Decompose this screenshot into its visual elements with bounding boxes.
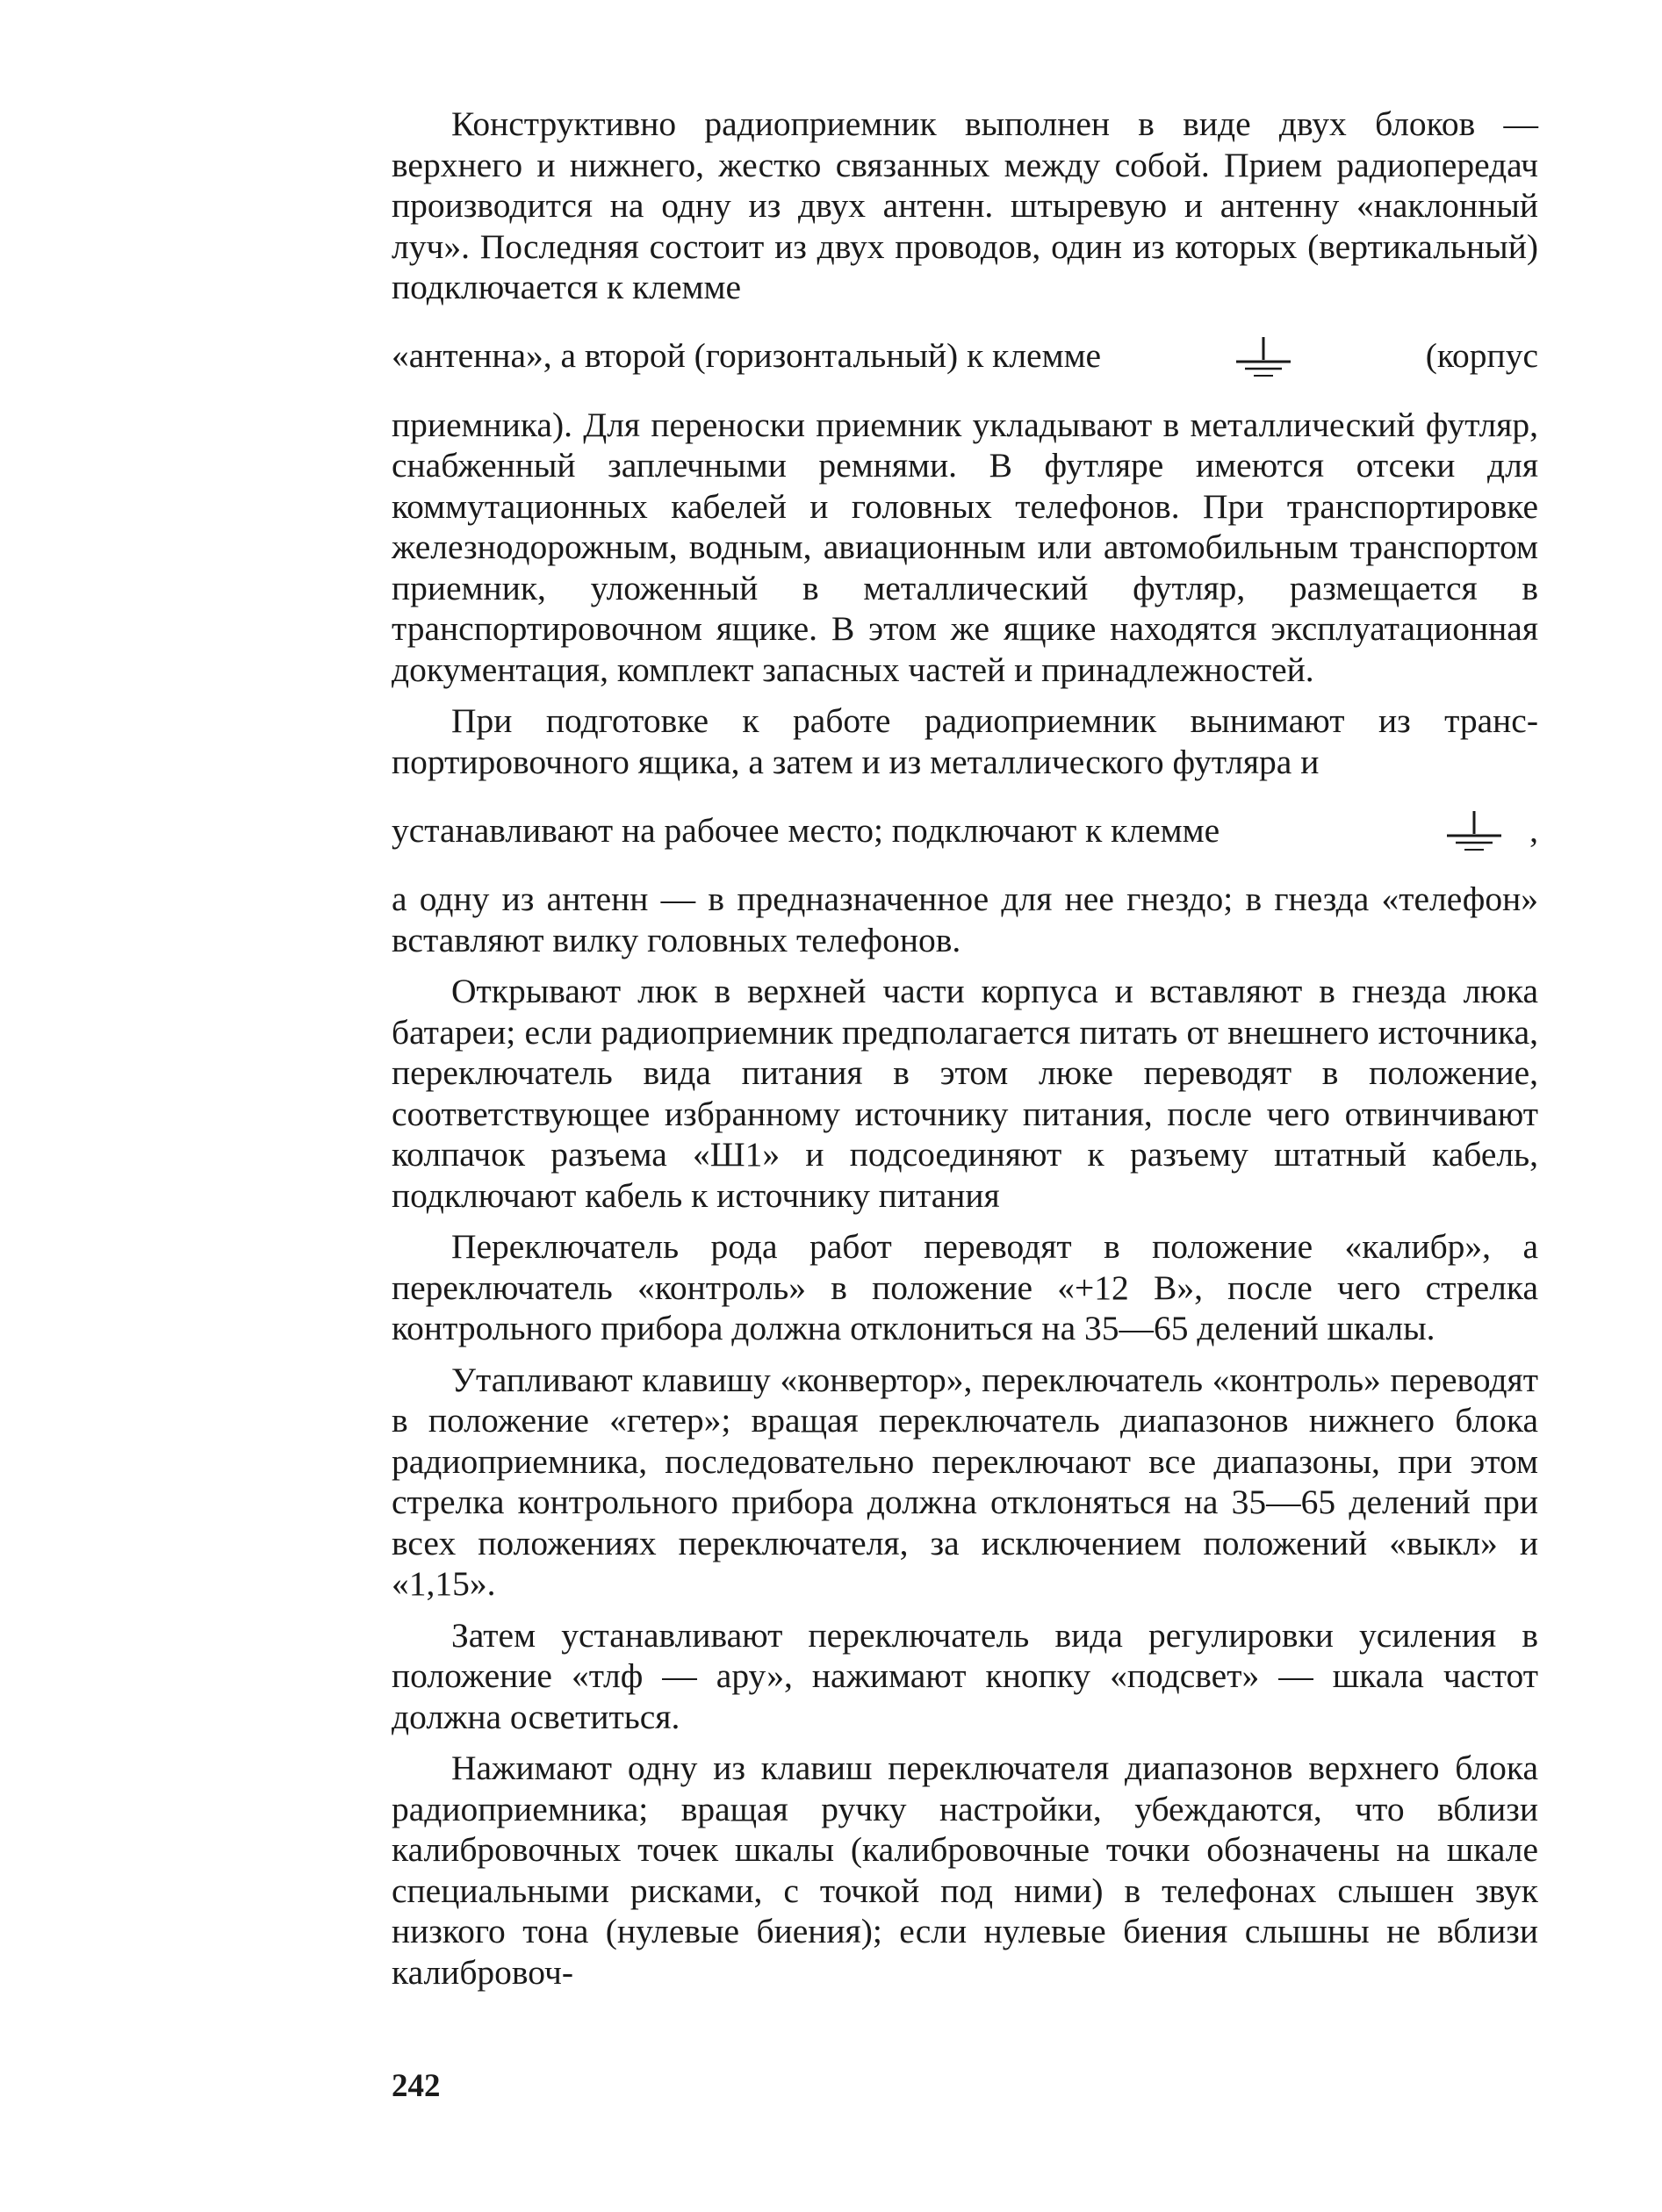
ground-icon xyxy=(1442,806,1507,855)
page-body xyxy=(392,104,1538,1993)
ground-line-text-before: «антенна», а второй (горизонтальный) к клемме xyxy=(392,336,1102,376)
paragraph-2-ground-line xyxy=(392,782,1538,879)
ground-icon xyxy=(1231,332,1296,381)
paragraph-2a: При подготовке к работе радиоприемник вынимают из транспортировочного ящика, а затем и из металлического футляра и xyxy=(392,701,1538,781)
paragraph-4: Переключатель рода работ переводят в положение «калибр», а переключатель «контроль» в положение «+12 В», после чего стрелка контрольного прибора должна отклониться на 35—65 делений шкалы. xyxy=(392,1227,1538,1347)
paragraph-1a: Конструктивно радиоприемник выполнен в виде двух блоков — верхнего и нижнего, жестко связанных между собой. Прием радиопередач производится на одну из двух антенн. штыревую и антенну «наклонный луч». Последняя состоит из двух проводов, один из которых (вертикальный) подключается к клемме xyxy=(392,104,1538,306)
paragraph-7: Нажимают одну из клавиш переключателя диапазонов верхнего блока радиоприемника; вращая ручку настройки, убеждаются, что вблизи калибровочных точек шкалы (калибровочные точки обозначены на шкале специальными рисками, с точкой под ними) в телефонах слышен звук низкого тона (нулевые биения); если нулевые биения слышны не вблизи калибровоч- xyxy=(392,1749,1538,1992)
paragraph-6: Затем устанавливают переключатель вида регулировки усиления в положение «тлф — ару», нажимают кнопку «подсвет» — шкала частот должна осветиться. xyxy=(392,1615,1538,1736)
ground-line-text-after: (корпус xyxy=(1425,336,1538,376)
paragraph-1-ground-line xyxy=(392,308,1538,405)
paragraph-3: Открывают люк в верхней части корпуса и вставляют в гнезда люка батареи; если радиоприемник предполагается питать от внешнего источника, переключатель вида питания в этом люке переводят в положение, соответствующее избранному источнику питания, после чего отвинчивают колпачок разъема «Ш1» и подсоединяют к разъему штатный кабель, подключают кабель к источнику питания xyxy=(392,972,1538,1215)
ground-line-text-before: устанавливают на рабочее место; подключают к клемме xyxy=(392,810,1220,850)
paragraph-1b: приемника). Для переноски приемник укладывают в металлический футляр, снабженный заплечными ремнями. В футляре имеются отсеки для коммутационных кабелей и головных телефонов. При транспортировке железнодорожным, водным, авиационным или автомобильным транспортом приемник, уложенный в металлический футляр, размещается в транспортировочном ящике. В этом же ящике находятся эксплуатационная документация, комплект запасных частей и принадлежностей. xyxy=(392,405,1538,689)
ground-with-comma xyxy=(1442,806,1538,855)
paragraph-5: Утапливают клавишу «конвертор», переключатель «контроль» переводят в положение «гетер»; вращая переключатель диапазонов нижнего блока радиоприемника, последовательно переключают все диапазоны, при этом стрелка контрольного прибора должна отклоняться на 35—65 делений при всех положениях переключателя, за исключением положений «выкл» и «1,15». xyxy=(392,1360,1538,1603)
page-number: 242 xyxy=(392,2068,441,2104)
paragraph-2b: а одну из антенн — в предназначенное для нее гнездо; в гнезда «телефон» вставляют вилку головных телефонов. xyxy=(392,880,1538,959)
ground-line-comma: , xyxy=(1529,810,1538,850)
